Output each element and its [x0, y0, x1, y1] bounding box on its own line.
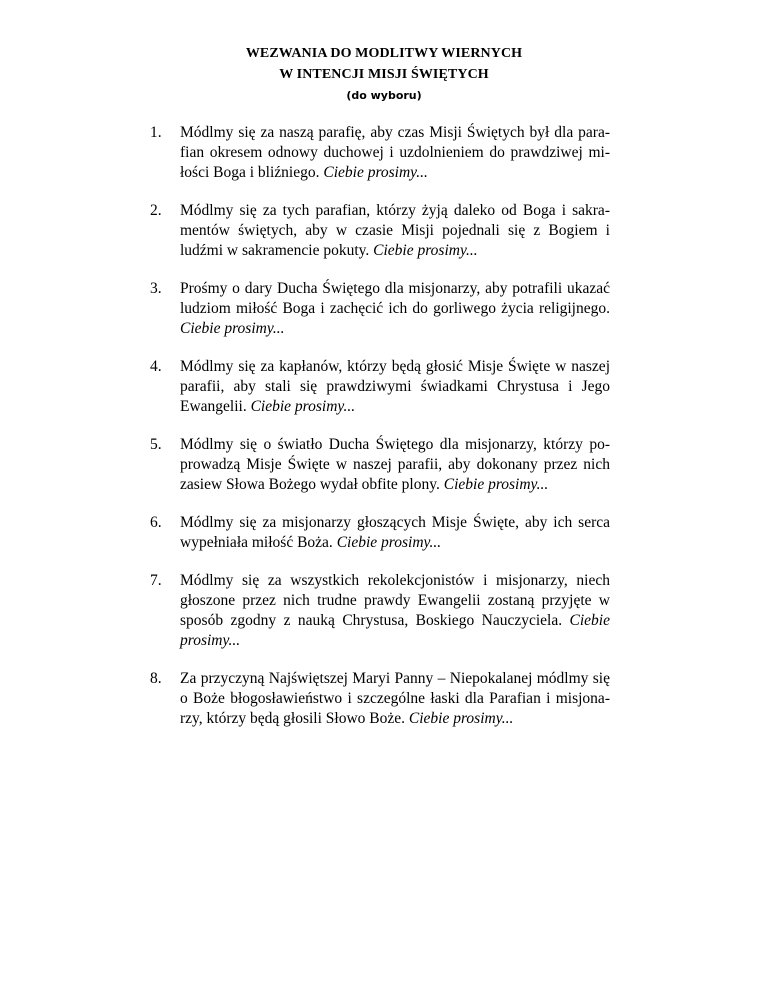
- prayer-number: 2.: [150, 202, 162, 219]
- prayer-text-block: [180, 123, 610, 183]
- prayer-text: Módlmy się za tych parafian, którzy żyją daleko od Boga i sakramentów świętych, aby w czasie Misji pojednali się z Bogiem i ludźmi w sakramencie pokuty.: [180, 202, 610, 259]
- prayer-text: Za przyczyną Najświętszej Maryi Panny – Niepokalanej módlmy się o Boże błogosławieństwo i szczególne łaski dla Parafian i misjonarzy, którzy będą głosili Słowo Boże.: [180, 670, 610, 727]
- page-title-line-1: WEZWANIA DO MODLITWY WIERNYCH: [245, 46, 523, 61]
- prayer-text-block: [180, 435, 610, 495]
- prayer-text-block: [180, 513, 610, 553]
- prayer-response: Ciebie prosimy...: [250, 398, 356, 415]
- prayer-item-6: [150, 513, 610, 553]
- page-title-line-2: W INTENCJI MISJI ŚWIĘTYCH: [279, 67, 489, 82]
- prayer-response: Ciebie prosimy...: [323, 164, 428, 181]
- document-header: [0, 43, 768, 104]
- prayer-number: 6.: [150, 514, 162, 531]
- prayer-text: Módlmy się za kapłanów, którzy będą głosić Misje Święte w naszej parafii, aby stali się prawdziwymi świadkami Chrystusa i Jego Ewangelii.: [180, 358, 610, 415]
- prayer-number: 8.: [150, 670, 162, 687]
- prayer-item-2: [150, 201, 610, 261]
- prayer-text: Módlmy się za wszystkich rekolekcjonistów i misjonarzy, niech głoszone przez nich trudne prawdy Ewangelii zostaną przyjęte w sposób zgodny z nauką Chrystusa, Boskiego Nauczyciela.: [180, 572, 610, 629]
- prayer-number: 4.: [150, 358, 162, 375]
- prayer-text-block: [180, 571, 610, 651]
- prayer-item-4: [150, 357, 610, 417]
- prayer-item-3: [150, 279, 610, 339]
- prayer-text-block: [180, 201, 610, 261]
- prayer-text-block: [180, 669, 610, 729]
- prayer-item-1: [150, 123, 610, 183]
- prayer-list: [150, 123, 610, 747]
- prayer-text: Prośmy o dary Ducha Świętego dla misjonarzy, aby potrafili ukazać ludziom miłość Boga i zachęcić ich do gorliwego życia religijnego.: [180, 280, 610, 317]
- prayer-response: Ciebie prosimy...: [408, 710, 514, 727]
- page-subtitle: (do wyboru): [346, 89, 422, 102]
- prayer-response: Ciebie prosimy...: [443, 476, 549, 493]
- prayer-number: 7.: [150, 572, 162, 589]
- prayer-response: Ciebie prosimy...: [336, 534, 442, 551]
- prayer-item-8: [150, 669, 610, 729]
- prayer-number: 1.: [150, 124, 162, 141]
- prayer-response: Ciebie prosimy...: [180, 612, 610, 649]
- prayer-text: Módlmy się o światło Ducha Świętego dla misjonarzy, którzy poprowadzą Misje Święte w naszej parafii, aby dokonany przez nich zasiew Słowa Bożego wydał obfite plony.: [180, 436, 610, 493]
- prayer-text: Módlmy się za naszą parafię, aby czas Misji Świętych był dla parafian okresem odnowy duchowej i uzdolnieniem do prawdziwej miłości Boga i bliźniego.: [180, 124, 610, 181]
- prayer-text-block: [180, 357, 610, 417]
- prayer-text: Módlmy się za misjonarzy głoszących Misje Święte, aby ich serca wypełniała miłość Boża.: [180, 514, 610, 551]
- prayer-response: Ciebie prosimy...: [180, 320, 285, 337]
- prayer-text-block: [180, 279, 610, 339]
- prayer-number: 5.: [150, 436, 162, 453]
- prayer-number: 3.: [150, 280, 162, 297]
- prayer-item-5: [150, 435, 610, 495]
- prayer-response: Ciebie prosimy...: [373, 242, 478, 259]
- prayer-item-7: [150, 571, 610, 651]
